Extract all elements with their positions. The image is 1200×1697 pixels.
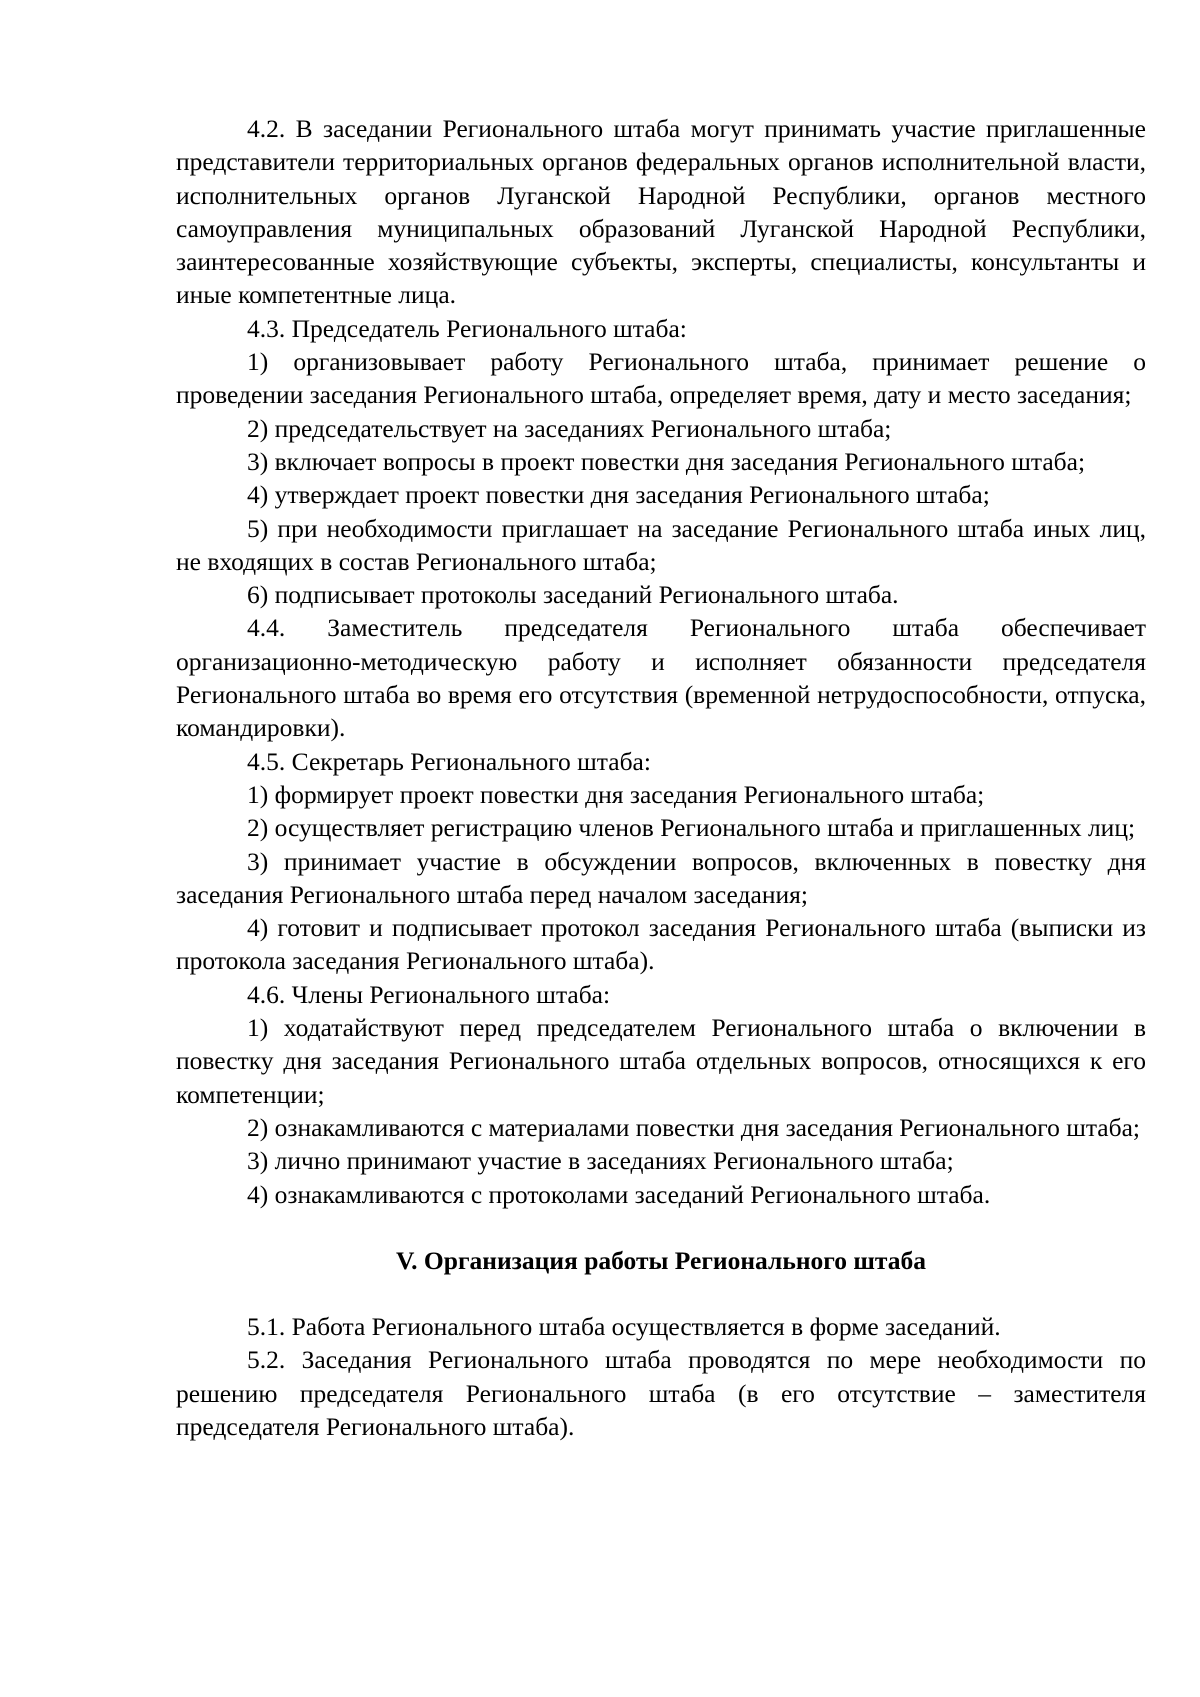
paragraph-4-6: 4.6. Члены Регионального штаба: [247,979,611,1009]
list-item: 1) ходатайствуют перед председателем Регионального штаба о включении в повестку дня заседания Регионального штаба отдельных вопросов, относящихся к его компетенции; [176,1013,1146,1109]
section-heading: V. Организация работы Регионального штаба [396,1245,926,1275]
list-item: 6) подписывает протоколы заседаний Регионального штаба. [247,580,899,610]
paragraph-4-3: 4.3. Председатель Регионального штаба: [247,313,687,343]
list-item: 1) организовывает работу Регионального штаба, принимает решение о проведении заседания Регионального штаба, определяет время, дату и место заседания; [176,347,1146,410]
list-item: 5) при необходимости приглашает на заседание Регионального штаба иных лиц, не входящих в состав Регионального штаба; [176,513,1146,576]
list-item: 4) ознакамливаются с протоколами заседаний Регионального штаба. [247,1179,991,1209]
list-item: 4) утверждает проект повестки дня заседания Регионального штаба; [247,480,990,510]
list-item: 2) ознакамливаются с материалами повестки дня заседания Регионального штаба; [247,1112,1140,1142]
paragraph-5-2: 5.2. Заседания Регионального штаба проводятся по мере необходимости по решению председателя Регионального штаба (в его отсутствие – заместителя председателя Регионального штаба). [176,1345,1146,1441]
list-item: 4) готовит и подписывает протокол заседания Регионального штаба (выписки из протокола заседания Регионального штаба). [176,913,1146,976]
list-item: 2) председательствует на заседаниях Регионального штаба; [247,413,892,443]
list-item: 1) формирует проект повестки дня заседания Регионального штаба; [247,779,985,809]
list-item: 3) включает вопросы в проект повестки дня заседания Регионального штаба; [247,446,1086,476]
paragraph-4-5: 4.5. Секретарь Регионального штаба: [247,746,651,776]
paragraph-4-2: 4.2. В заседании Регионального штаба могут принимать участие приглашенные представители территориальных органов федеральных органов исполнительной власти, исполнительных органов Луганской Народной Республики, органов местного самоуправления муниципальных образований Луганской Народной Республики, заинтересованные хозяйствующие субъекты, эксперты, специалисты, консультанты и иные компетентные лица. [176,114,1146,310]
document-page [176,112,1146,1443]
paragraph-4-4: 4.4. Заместитель председателя Регионального штаба обеспечивает организационно-методическую работу и исполняет обязанности председателя Регионального штаба во время его отсутствия (временной нетрудоспособности, отпуска, командировки). [176,613,1146,743]
paragraph-5-1: 5.1. Работа Регионального штаба осуществляется в форме заседаний. [247,1312,1001,1342]
list-item: 2) осуществляет регистрацию членов Регионального штаба и приглашенных лиц; [247,813,1136,843]
list-item: 3) лично принимают участие в заседаниях Регионального штаба; [247,1146,954,1176]
list-item: 3) принимает участие в обсуждении вопросов, включенных в повестку дня заседания Регионального штаба перед началом заседания; [176,846,1146,909]
